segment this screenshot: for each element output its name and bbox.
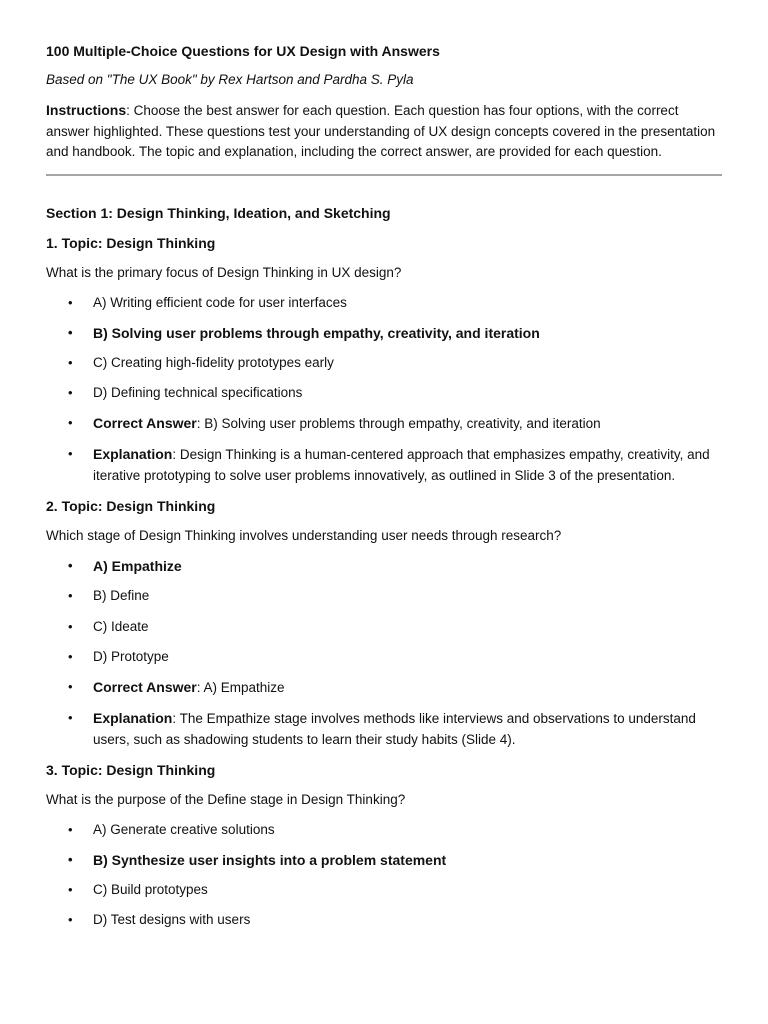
correct-answer-label: Correct Answer <box>93 678 197 695</box>
option-text: A) Empathize <box>93 558 182 575</box>
bullet-icon: • <box>68 678 73 694</box>
option-item <box>46 617 722 638</box>
explanation-item <box>46 708 722 750</box>
bullet-icon: • <box>68 354 73 370</box>
option-item-correct <box>46 556 722 577</box>
question-topic: 2. Topic: Design Thinking <box>46 498 216 515</box>
question-text: What is the purpose of the Define stage in Design Thinking? <box>46 791 406 807</box>
correct-answer-item <box>46 677 722 699</box>
question-block-2 <box>46 496 722 750</box>
option-item <box>46 647 722 668</box>
bullet-icon: • <box>68 294 73 310</box>
question-block-3 <box>46 760 722 931</box>
question-text: Which stage of Design Thinking involves understanding user needs through research? <box>46 528 562 544</box>
question-text: What is the primary focus of Design Thinking in UX design? <box>46 264 402 280</box>
option-text: D) Prototype <box>93 648 169 664</box>
question-topic: 1. Topic: Design Thinking <box>46 234 216 251</box>
option-item-correct <box>46 850 722 871</box>
option-item <box>46 820 722 841</box>
option-item <box>46 880 722 901</box>
instructions-text: : Choose the best answer for each question. Each question has four options, with the correct answer highlighted. These questions test your understanding of UX design concepts covered in the presentation and handbook. The topic and explanation, including the correct answer, are provided for each question. <box>46 103 716 159</box>
option-item-correct <box>46 323 722 344</box>
document-title: 100 Multiple-Choice Questions for UX Design with Answers <box>46 43 440 59</box>
option-text: B) Define <box>93 588 150 604</box>
bullet-icon: • <box>68 588 73 604</box>
option-text: D) Test designs with users <box>93 912 251 928</box>
bullet-icon: • <box>68 648 73 664</box>
option-text: B) Solving user problems through empathy, creativity, and iteration <box>93 324 540 341</box>
option-item <box>46 383 722 404</box>
option-text: A) Writing efficient code for user interfaces <box>93 294 347 310</box>
option-text: C) Build prototypes <box>93 882 208 898</box>
question-topic: 3. Topic: Design Thinking <box>46 761 216 778</box>
option-list <box>46 556 722 750</box>
bullet-icon: • <box>68 851 73 867</box>
bullet-icon: • <box>68 415 73 431</box>
explanation-text: : Design Thinking is a human-centered approach that emphasizes empathy, creativity, and iterative prototyping to solve user problems innovatively, as outlined in Slide 3 of the presentation. <box>93 447 710 483</box>
bullet-icon: • <box>68 446 73 462</box>
question-block-1 <box>46 233 722 487</box>
document-page <box>46 40 722 941</box>
document-subtitle: Based on "The UX Book" by Rex Hartson and Pardha S. Pyla <box>46 72 414 87</box>
instructions-paragraph <box>46 100 722 163</box>
option-item <box>46 353 722 374</box>
option-text: B) Synthesize user insights into a problem statement <box>93 851 447 868</box>
option-text: A) Generate creative solutions <box>93 821 275 837</box>
explanation-label: Explanation <box>93 446 173 463</box>
correct-answer-text: : A) Empathize <box>196 679 285 695</box>
option-text: D) Defining technical specifications <box>93 385 303 401</box>
bullet-icon: • <box>68 385 73 401</box>
bullet-icon: • <box>68 324 73 340</box>
option-list <box>46 820 722 931</box>
bullet-icon: • <box>68 821 73 837</box>
correct-answer-text: : B) Solving user problems through empathy, creativity, and iteration <box>196 416 601 432</box>
correct-answer-label: Correct Answer <box>93 415 197 432</box>
option-text: C) Creating high-fidelity prototypes early <box>93 354 334 370</box>
option-item <box>46 910 722 931</box>
instructions-label: Instructions <box>46 102 127 118</box>
explanation-label: Explanation <box>93 710 173 727</box>
option-item <box>46 586 722 607</box>
bullet-icon: • <box>68 618 73 634</box>
bullet-icon: • <box>68 558 73 574</box>
section-title: Section 1: Design Thinking, Ideation, and Sketching <box>46 204 391 221</box>
option-text: C) Ideate <box>93 618 149 634</box>
explanation-item <box>46 444 722 486</box>
horizontal-divider <box>46 174 722 176</box>
bullet-icon: • <box>68 710 73 726</box>
bullet-icon: • <box>68 882 73 898</box>
option-item <box>46 293 722 314</box>
correct-answer-item <box>46 413 722 435</box>
option-list <box>46 293 722 487</box>
bullet-icon: • <box>68 912 73 928</box>
explanation-text: : The Empathize stage involves methods like interviews and observations to understand users, such as shadowing students to learn their study habits (Slide 4). <box>93 711 696 747</box>
